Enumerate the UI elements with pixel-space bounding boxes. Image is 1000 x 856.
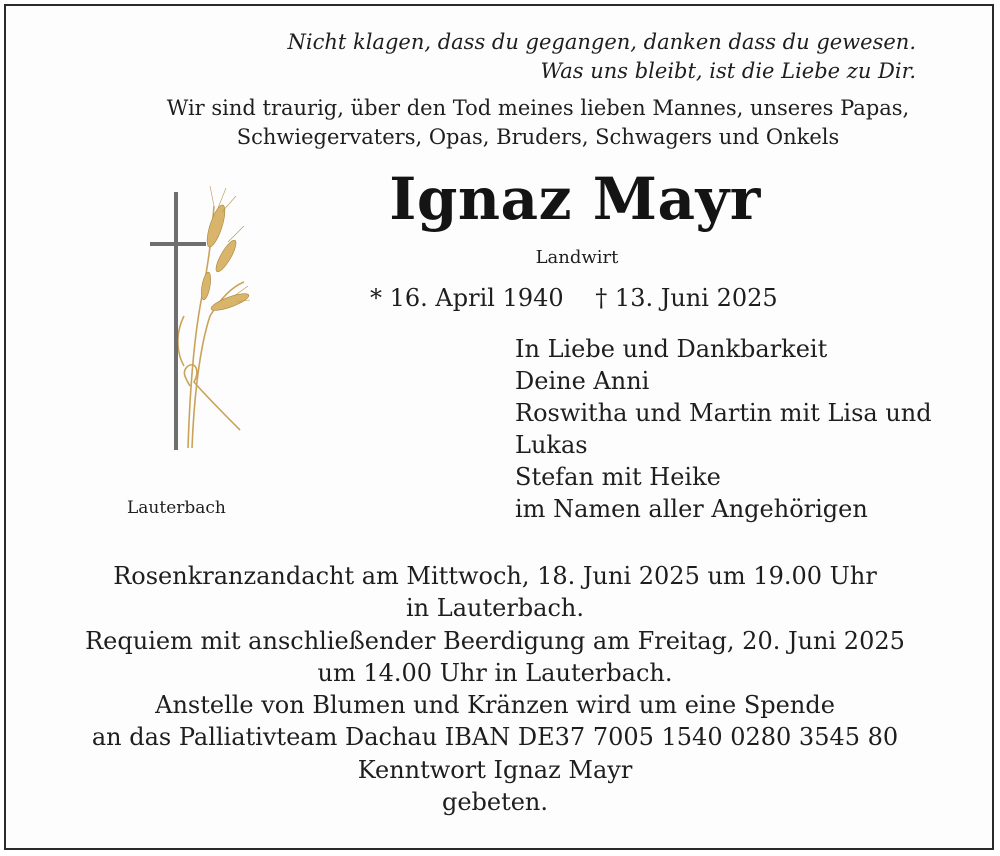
mourner-line: Roswitha und Martin mit Lisa und [515, 399, 932, 427]
life-dates [370, 282, 778, 314]
notice-line: Anstelle von Blumen und Kränzen wird um eine Spende [155, 691, 835, 720]
obituary-frame [4, 4, 994, 850]
intro-text [6, 94, 1000, 152]
birth-date: * 16. April 1940 [370, 284, 564, 312]
notice-line: in Lauterbach. [406, 594, 584, 623]
motto-line: Was uns bleibt, ist die Liebe zu Dir. [540, 59, 916, 83]
occupation: Landwirt [535, 247, 619, 268]
mourner-line: Deine Anni [515, 367, 650, 395]
mourner-line: In Liebe und Dankbarkeit [515, 335, 828, 363]
intro-line: Wir sind traurig, über den Tod meines lieben Mannes, unseres Papas, [166, 96, 910, 120]
death-date: † 13. Juni 2025 [595, 284, 778, 312]
notice-line: gebeten. [441, 788, 549, 817]
intro-line: Schwiegervaters, Opas, Bruders, Schwagers und Onkels [236, 125, 840, 149]
notice-line: um 14.00 Uhr in Lauterbach. [317, 658, 673, 687]
mourner-line: Lukas [515, 431, 588, 459]
mourners-list [515, 333, 945, 525]
notice-line: Kenntwort Ignaz Mayr [357, 755, 633, 784]
motto-quote [288, 28, 917, 86]
notice-line: Rosenkranzandacht am Mittwoch, 18. Juni 2025 um 19.00 Uhr [113, 562, 877, 590]
mourner-line: Stefan mit Heike [515, 463, 721, 491]
mourner-line: im Namen aller Angehörigen [515, 495, 868, 523]
notice-line: Requiem mit anschließender Beerdigung am Freitag, 20. Juni 2025 [85, 626, 905, 655]
service-notice [6, 560, 984, 818]
motto-line: Nicht klagen, dass du gegangen, danken dass du gewesen. [287, 30, 916, 54]
deceased-name: Ignaz Mayr [389, 165, 761, 233]
place-label: Lauterbach [127, 498, 226, 518]
notice-line: an das Palliativteam Dachau IBAN DE37 7005 1540 0280 3545 80 [91, 723, 899, 752]
